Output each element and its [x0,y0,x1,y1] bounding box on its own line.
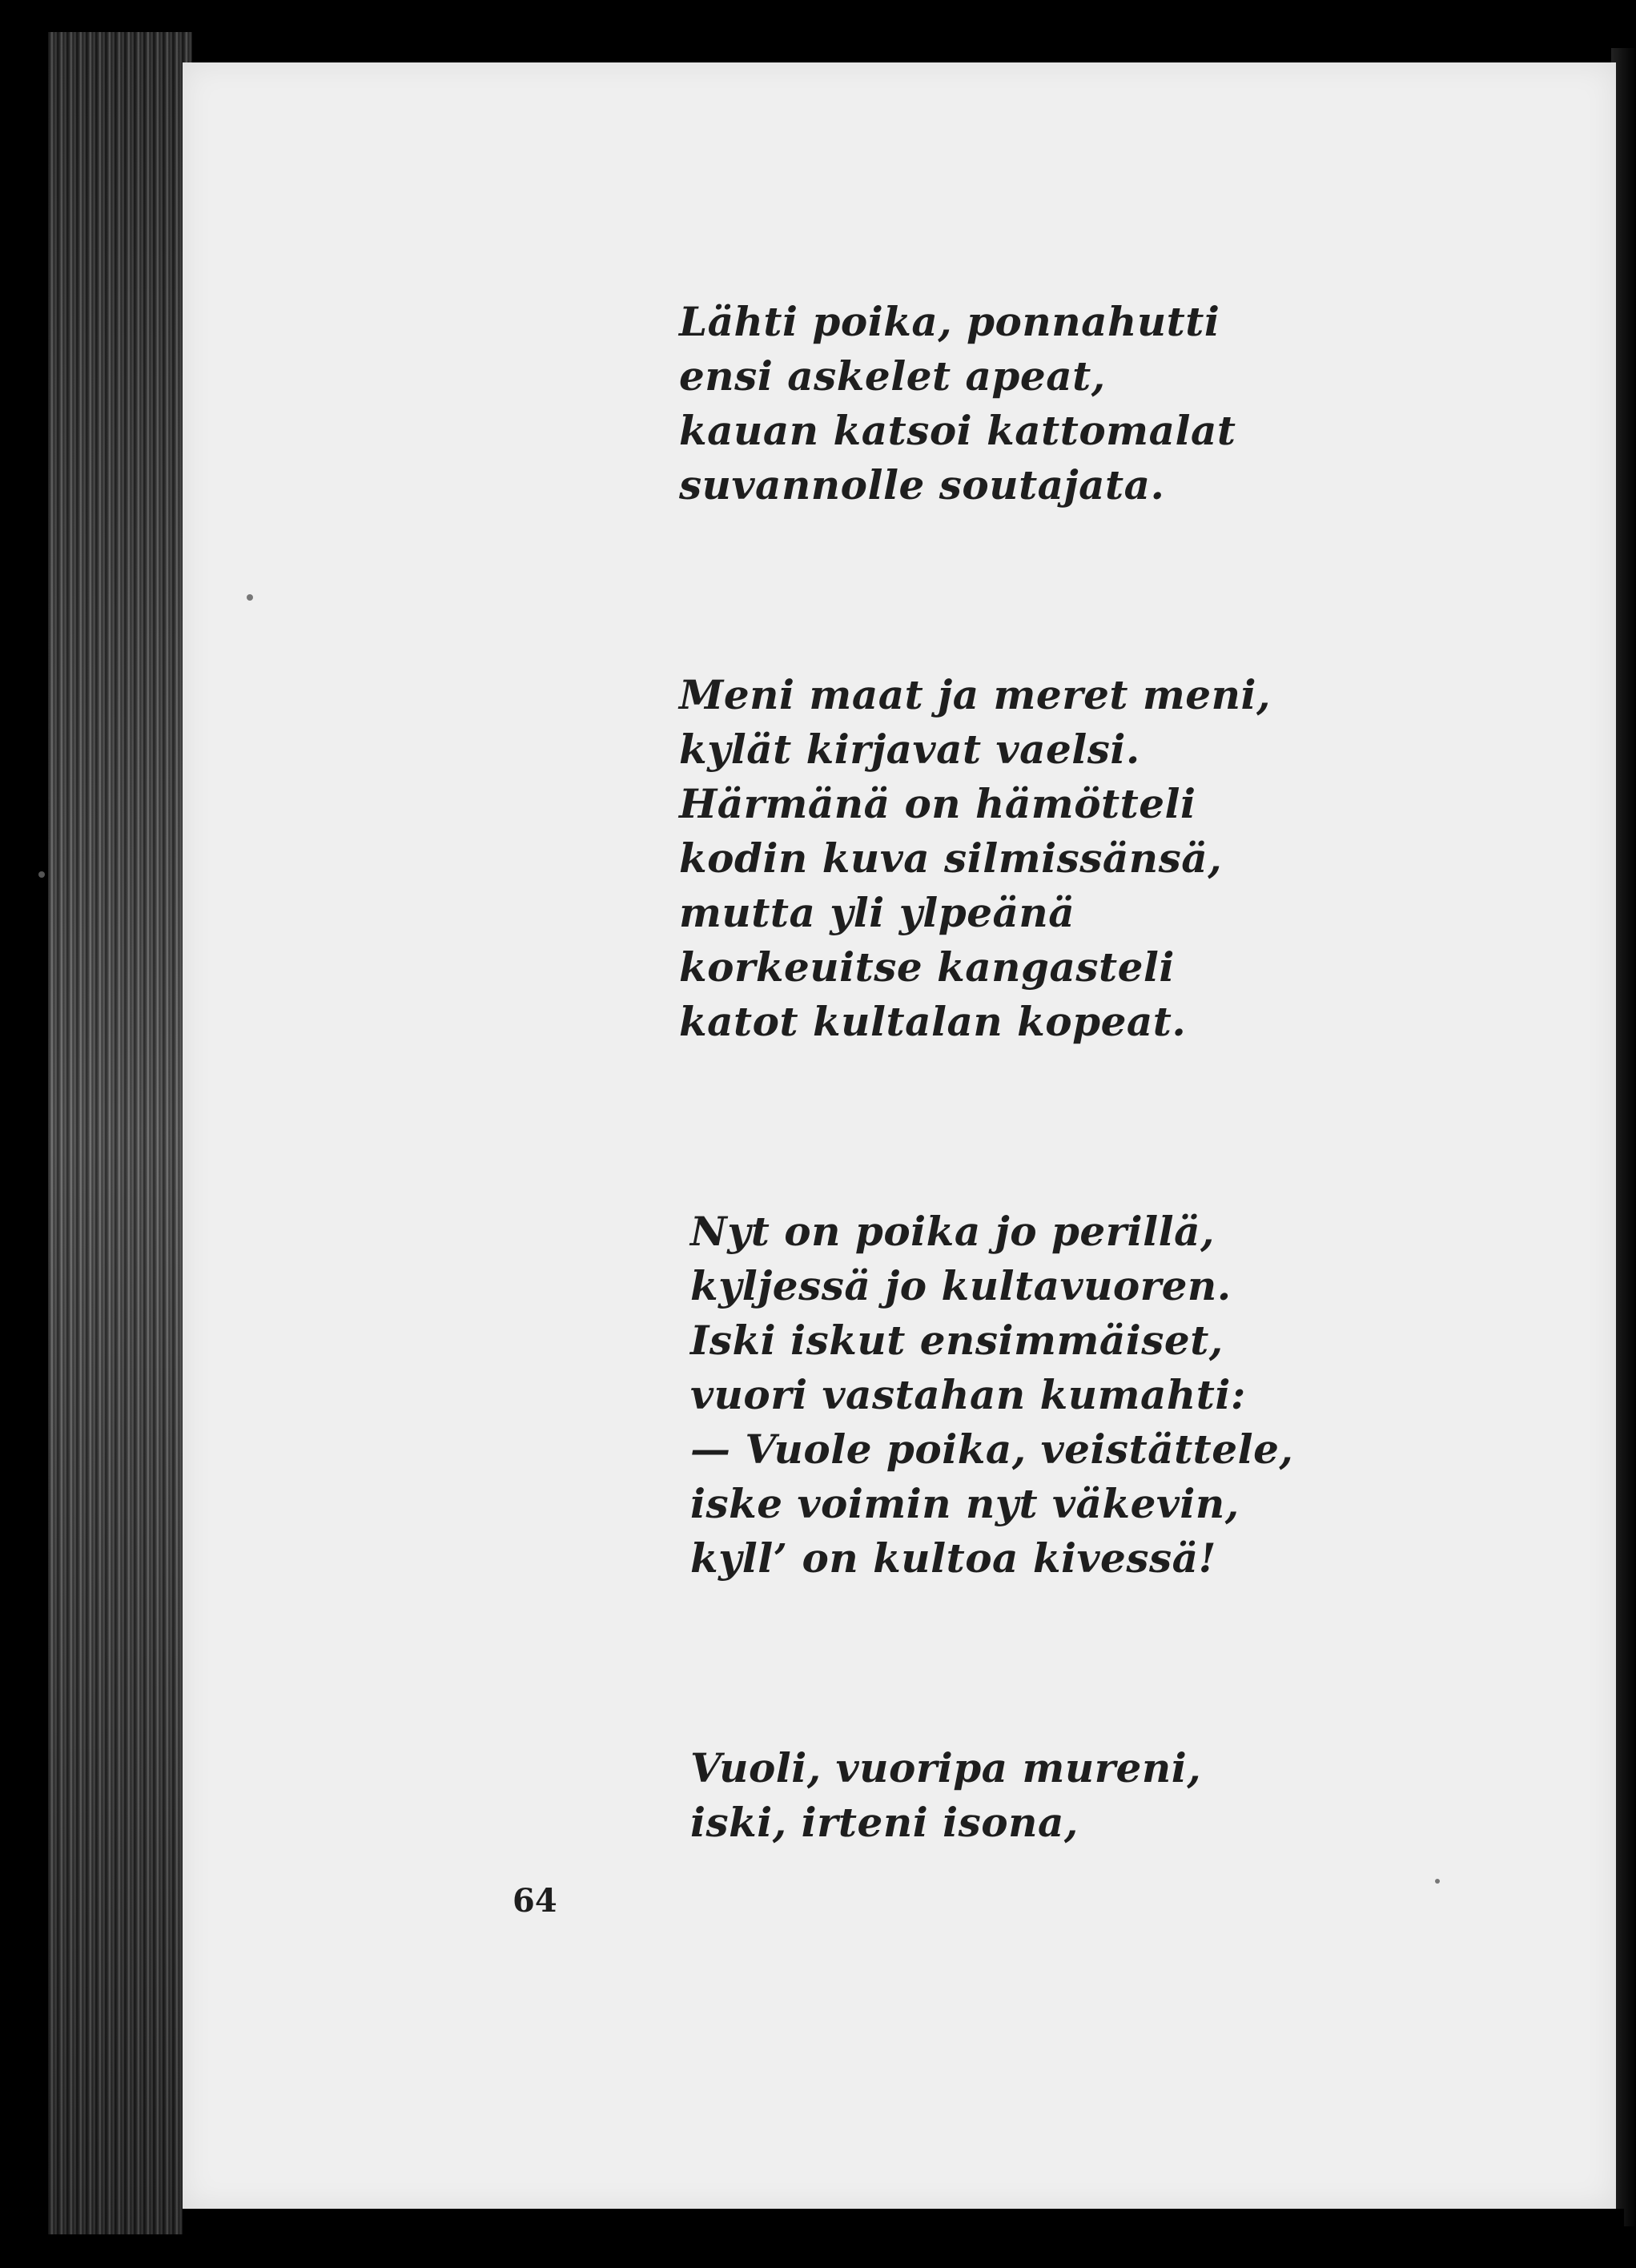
poem-line: ensi askelet apeat, [679,352,1106,400]
page [183,62,1616,2209]
bottom-border [183,2209,1624,2268]
poem-line: suvannolle soutajata. [679,461,1165,509]
poem-line: korkeuitse kangasteli [679,943,1175,991]
poem-line: kyll’ on kultoa kivessä! [690,1534,1216,1582]
poem-line: kylät kirjavat vaelsi. [679,726,1140,773]
poem [679,295,1480,1850]
page-number: 64 [513,1882,557,1920]
poem-line: Vuoli, vuoripa mureni, [690,1744,1202,1791]
stanza-3 [679,1204,1480,1586]
poem-line: kyljessä jo kultavuoren. [690,1262,1232,1309]
dust-speck [247,594,253,601]
poem-line: katot kultalan kopeat. [679,998,1187,1045]
poem-line: — Vuole poika, veistättele, [690,1426,1294,1473]
stanza-4 [679,1741,1480,1850]
poem-line: Iski iskut ensimmäiset, [690,1317,1224,1364]
poem-line: mutta yli ylpeänä [679,889,1075,936]
poem-line: vuori vastahan kumahti: [690,1371,1246,1418]
book-page-edges [48,32,192,2234]
stanza-1 [679,295,1480,513]
poem-line: Härmänä on hämötteli [679,780,1196,827]
poem-line: iske voimin nyt väkevin, [690,1480,1240,1527]
poem-line: Meni maat ja meret meni, [679,671,1271,718]
poem-line: iski, irteni isona, [690,1799,1079,1846]
dust-speck [1435,1879,1440,1884]
poem-line: kauan katsoi kattomalat [679,407,1236,454]
poem-line: kodin kuva silmissänsä, [679,834,1223,882]
dust-speck [38,871,45,878]
poem-line: Nyt on poika jo perillä, [690,1208,1215,1255]
stanza-2 [679,668,1480,1049]
poem-line: Lähti poika, ponnahutti [679,298,1220,345]
